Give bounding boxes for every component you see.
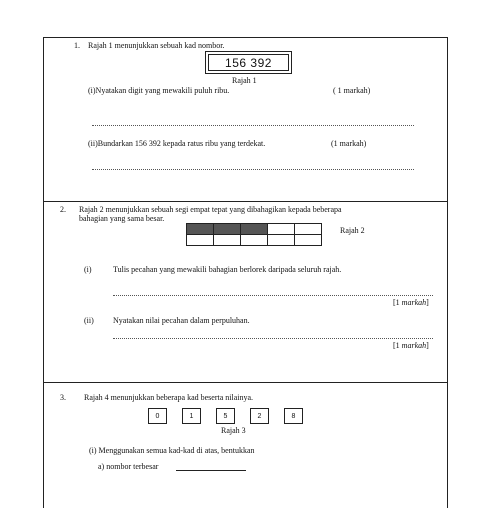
digit-card: 8 xyxy=(284,408,303,424)
q3-part-a: a) nombor terbesar xyxy=(98,462,159,471)
q1-part-i-answer-line[interactable] xyxy=(92,125,414,126)
q1-part-i-marks: ( 1 markah) xyxy=(333,86,371,95)
grid-cell xyxy=(268,235,295,246)
grid-cell xyxy=(214,235,241,246)
q2-part-i-label: (i) xyxy=(84,265,92,274)
q2-part-ii-label: (ii) xyxy=(84,316,94,325)
q3-caption: Rajah 3 xyxy=(221,426,246,435)
q2-intro-line2: bahagian yang sama besar. xyxy=(79,214,165,223)
q1-caption: Rajah 1 xyxy=(232,76,257,85)
q2-part-ii-answer-line[interactable] xyxy=(113,338,433,339)
grid-cell-shaded xyxy=(187,224,214,235)
divider-q1-q2 xyxy=(43,201,448,202)
q1-intro: Rajah 1 menunjukkan sebuah kad nombor. xyxy=(88,41,225,50)
digit-card: 0 xyxy=(148,408,167,424)
divider-q2-q3 xyxy=(43,382,448,383)
number-card-value: 156 392 xyxy=(208,54,289,71)
grid-cell-shaded xyxy=(214,224,241,235)
grid-cell xyxy=(241,235,268,246)
q1-part-i: (i)Nyatakan digit yang mewakili puluh ribu. xyxy=(88,86,230,95)
grid-cell xyxy=(295,224,322,235)
q1-number: 1. xyxy=(74,41,80,50)
digit-card: 2 xyxy=(250,408,269,424)
grid-cell xyxy=(187,235,214,246)
q3-part-i: (i) Menggunakan semua kad-kad di atas, bentukkan xyxy=(89,446,255,455)
q2-part-i-marks: [1 markah] xyxy=(393,298,429,307)
q2-intro-line1: Rajah 2 menunjukkan sebuah segi empat tepat yang dibahagikan kepada beberapa xyxy=(79,205,342,214)
q1-part-ii-marks: (1 markah) xyxy=(331,139,367,148)
grid-cell xyxy=(295,235,322,246)
q2-part-i-answer-line[interactable] xyxy=(113,295,433,296)
q3-intro: Rajah 4 menunjukkan beberapa kad beserta nilainya. xyxy=(84,393,254,402)
q1-part-ii: (ii)Bundarkan 156 392 kepada ratus ribu yang terdekat. xyxy=(88,139,266,148)
grid-cell xyxy=(268,224,295,235)
digit-card: 1 xyxy=(182,408,201,424)
grid-cell-shaded xyxy=(241,224,268,235)
q3-number: 3. xyxy=(60,393,66,402)
q1-part-ii-answer-line[interactable] xyxy=(92,169,414,170)
rectangle-grid xyxy=(186,223,322,246)
q2-part-ii-marks: [1 markah] xyxy=(393,341,429,350)
q2-part-i: Tulis pecahan yang mewakili bahagian berlorek daripada seluruh rajah. xyxy=(113,265,342,274)
number-card xyxy=(205,51,292,74)
q3-part-a-answer-line[interactable] xyxy=(176,470,246,471)
q2-caption: Rajah 2 xyxy=(340,226,365,235)
q2-number: 2. xyxy=(60,205,66,214)
digit-card: 5 xyxy=(216,408,235,424)
q2-part-ii: Nyatakan nilai pecahan dalam perpuluhan. xyxy=(113,316,250,325)
